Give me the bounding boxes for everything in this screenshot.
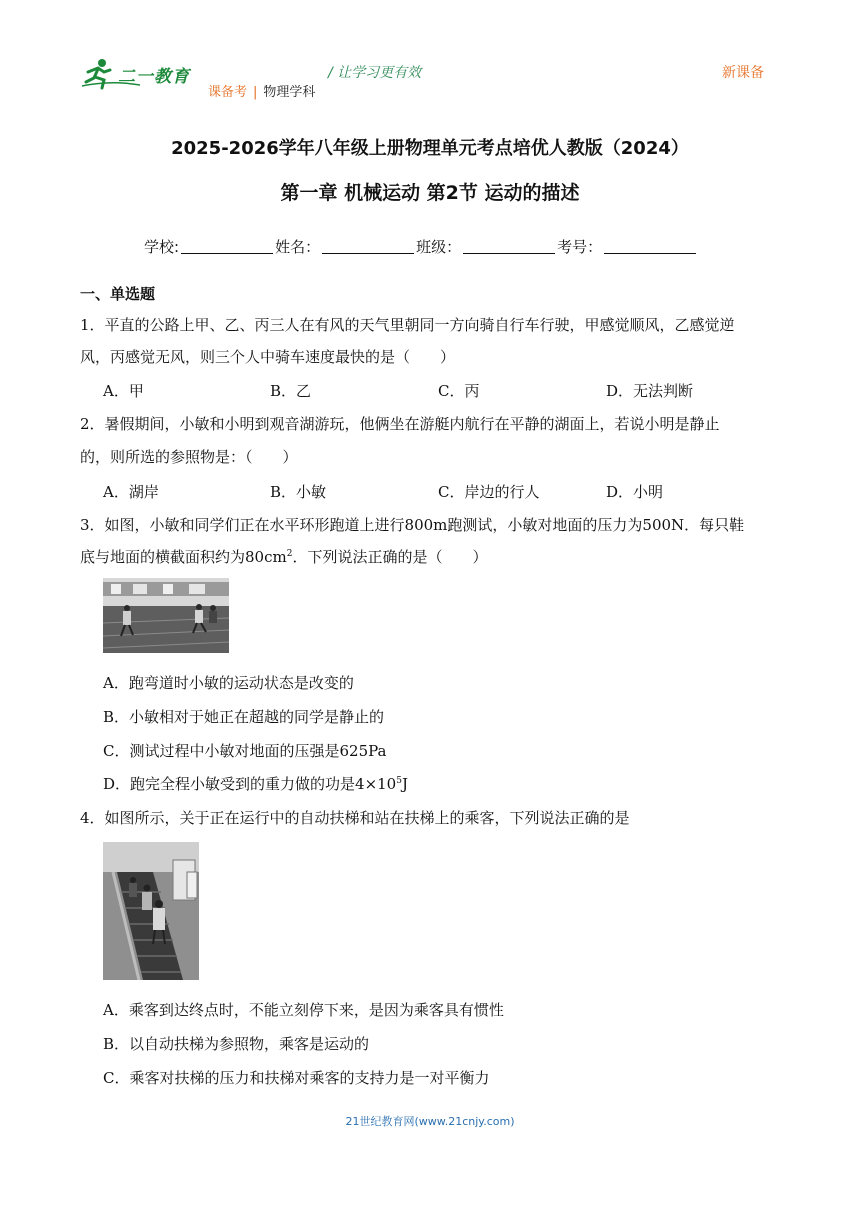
q1-option-c: C．丙 [438,382,480,400]
q4-option-c: C．乘客对扶梯的压力和扶梯对乘客的支持力是一对平衡力 [103,1069,490,1087]
name-label: 姓名： [275,238,321,256]
footer-source[interactable]: 21世纪教育网(www.21cnjy.com) [345,1115,515,1128]
q3-line2-b: ．下列说法正确的是（ ） [292,548,488,566]
q1-option-b: B．乙 [270,382,312,400]
q3-option-d-a: D．跑完全程小敏受到的重力做的功是4×10 [103,775,397,793]
q3-option-d-b: J [401,775,408,793]
header-left-b: 物理学科 [263,85,316,100]
slogan: / 让学习更有效 [328,65,422,81]
q3-line2-sup: 2 [286,549,293,559]
q3-line2 [80,546,780,567]
page-title: 2025-2026学年八年级上册物理单元考点培优人教版（2024） [171,138,689,159]
q3-line2-a: 底与地面的横截面积约为80cm [80,548,287,566]
q4-line1: 4．如图所示，关于正在运行中的自动扶梯和站在扶梯上的乘客，下列说法正确的是 [80,809,630,827]
q1-option-d: D．无法判断 [606,382,694,400]
school-blank[interactable] [181,239,273,254]
class-label: 班级： [416,238,462,256]
q3-line1: 3．如图，小敏和同学们正在水平环形跑道上进行800m跑测试，小敏对地面的压力为500N．每只鞋 [80,516,745,534]
q1-line2: 风，丙感觉无风，则三个人中骑车速度最快的是（ ） [80,348,456,366]
q1-option-a: A．甲 [103,382,144,400]
class-blank[interactable] [463,239,555,254]
q2-line2: 的，则所选的参照物是：（ ） [80,448,298,466]
q2-line1: 2．暑假期间，小敏和小明到观音湖游玩，他俩坐在游艇内航行在平静的湖面上，若说小明是静止 [80,415,720,433]
number-blank[interactable] [604,239,696,254]
q3-option-a: A．跑弯道时小敏的运动状态是改变的 [103,674,354,692]
number-label: 考号： [557,238,603,256]
q2-option-c: C．岸边的行人 [438,483,540,501]
q3-option-d-sup: 5 [396,776,402,786]
section-heading: 一、单选题 [80,285,156,303]
header-left-a: 课备考 [208,85,248,100]
header-subject [208,81,315,100]
page-subtitle: 第一章 机械运动 第2节 运动的描述 [280,182,580,204]
q2-option-b: B．小敏 [270,483,327,501]
header-separator: | [253,85,258,100]
q2-option-d: D．小明 [606,483,664,501]
q1-line1: 1．平直的公路上甲、乙、丙三人在有风的天气里朝同一方向骑自行车行驶，甲感觉顺风，乙感觉逆 [80,316,735,334]
escalator-photo [103,842,199,980]
school-label: 学校: [144,238,180,256]
header-right: 新课备 [722,65,764,81]
q4-option-a: A．乘客到达终点时，不能立刻停下来，是因为乘客具有惯性 [103,1001,504,1019]
q3-option-c: C．测试过程中小敏对地面的压强是625Pa [103,742,387,760]
q4-option-b: B．以自动扶梯为参照物，乘客是运动的 [103,1035,370,1053]
q2-option-a: A．湖岸 [103,483,159,501]
logo-text: 二一教育 [118,67,190,87]
student-info-line [144,236,698,257]
running-track-photo [103,578,229,653]
q3-option-b: B．小敏相对于她正在超越的同学是静止的 [103,708,385,726]
q3-option-d [103,773,408,794]
name-blank[interactable] [322,239,414,254]
